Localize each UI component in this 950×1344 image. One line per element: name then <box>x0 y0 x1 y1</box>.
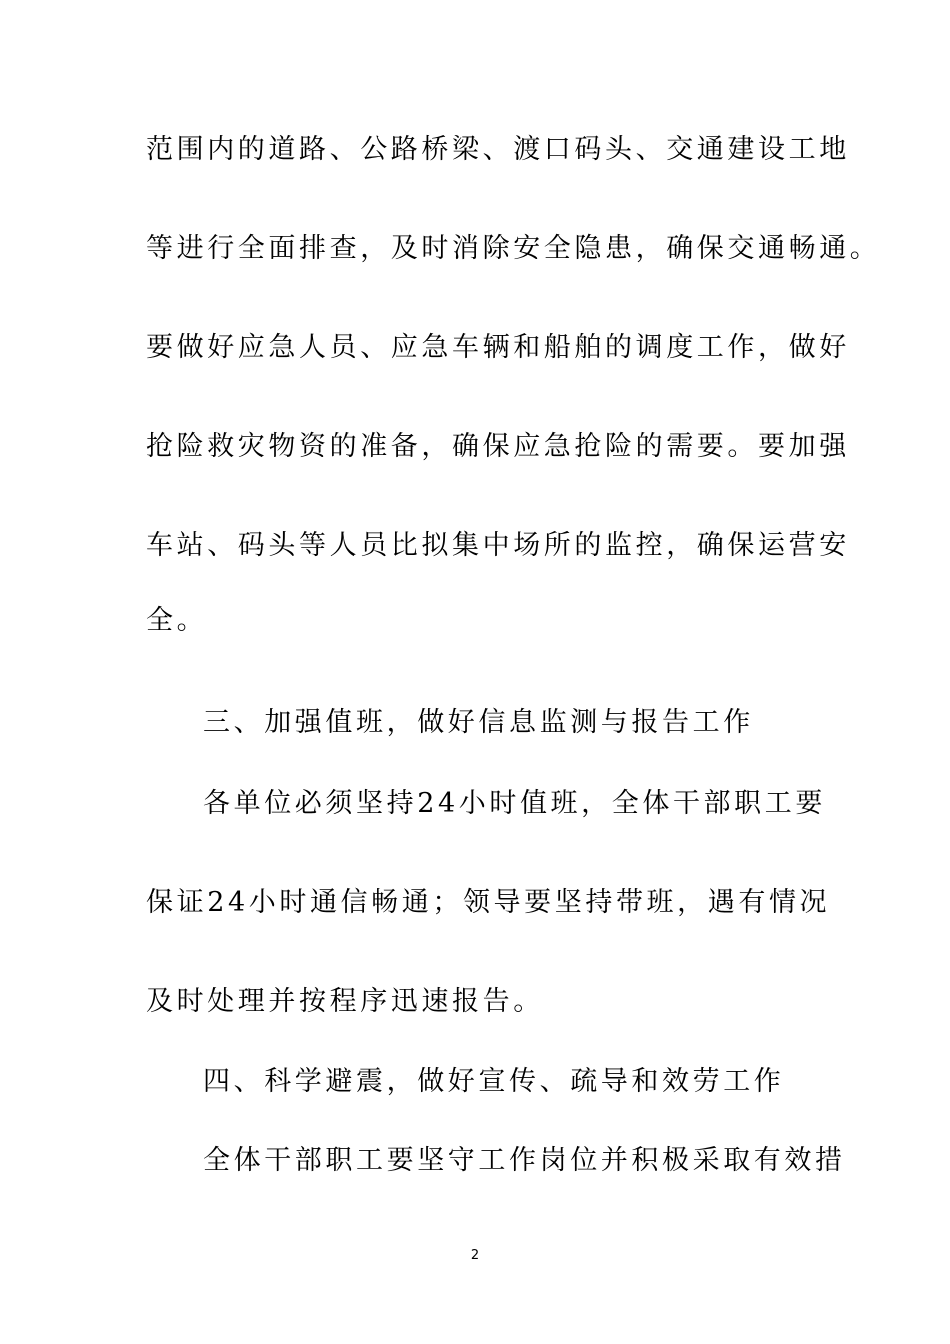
body-text-line: 要做好应急人员、应急车辆和船舶的调度工作，做好 <box>146 332 850 363</box>
body-text-line: 全。 <box>146 605 208 636</box>
body-text-line: 抢险救灾物资的准备，确保应急抢险的需要。要加强 <box>146 431 850 462</box>
section-heading-3: 三、加强值班，做好信息监测与报告工作 <box>203 707 754 738</box>
body-text-line: 范围内的道路、公路桥梁、渡口码头、交通建设工地 <box>146 134 850 165</box>
section-heading-4: 四、科学避震，做好宣传、疏导和效劳工作 <box>203 1066 785 1097</box>
page-number: 2 <box>470 1248 480 1263</box>
body-text-line: 全体干部职工要坚守工作岗位并积极采取有效措 <box>203 1145 846 1176</box>
body-text-line: 及时处理并按程序迅速报告。 <box>146 986 544 1017</box>
body-text-line: 保证24小时通信畅通；领导要坚持带班，遇有情况 <box>146 887 831 918</box>
body-text-line: 等进行全面排查，及时消除安全隐患，确保交通畅通。 <box>146 233 881 264</box>
body-text-line: 各单位必须坚持24小时值班，全体干部职工要 <box>203 788 826 819</box>
body-text-line: 车站、码头等人员比拟集中场所的监控，确保运营安 <box>146 530 850 561</box>
